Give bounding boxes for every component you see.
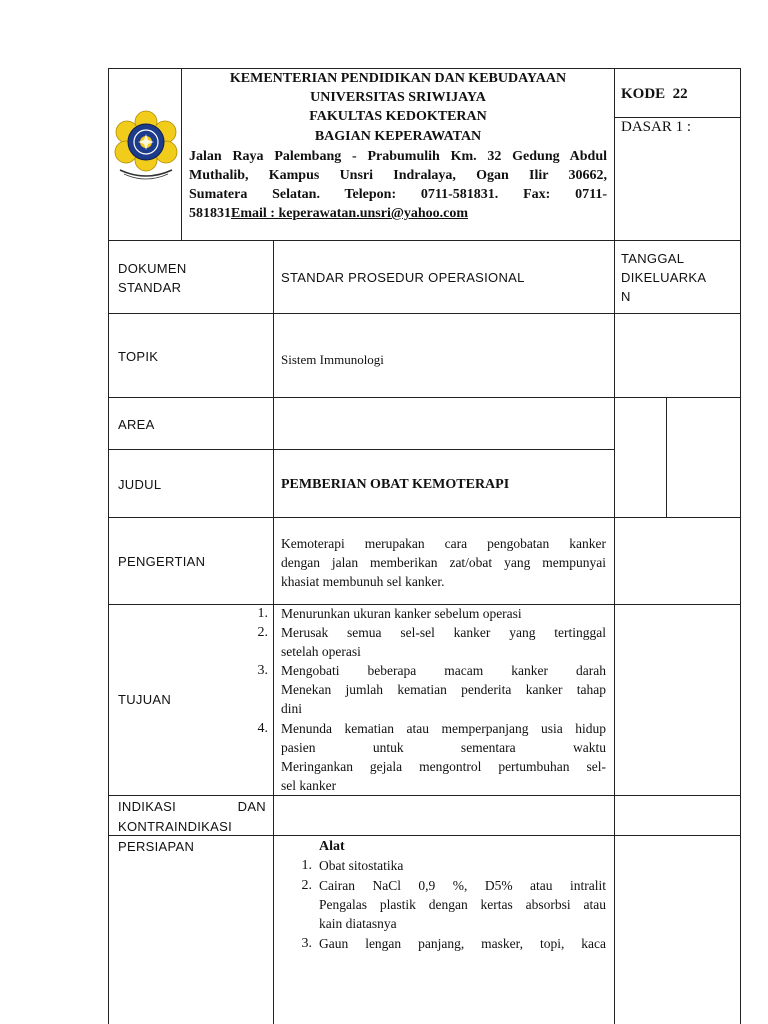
tujuan-number-1: 1.: [257, 606, 268, 621]
header-email-link[interactable]: Email : keperawatan.unsri@yahoo.com: [231, 206, 469, 221]
area-judul-subdivider: [666, 397, 667, 517]
tujuan-line-2: Merusak semua sel-sel kanker yang tertinggal: [281, 625, 606, 640]
header-ministry: KEMENTERIAN PENDIDIKAN DAN KEBUDAYAAN: [229, 71, 567, 86]
persiapan-number-1: 1.: [301, 858, 312, 873]
topik-value: Sistem Immunologi: [281, 352, 384, 367]
tujuan-number-3: 3.: [257, 663, 268, 678]
header-code-divider: [614, 68, 615, 1024]
header-fax-suffix: 581831: [189, 206, 231, 221]
tanggal-label-line-2: DIKELUARKA: [621, 270, 707, 285]
tanggal-label-line-1: TANGGAL: [621, 251, 685, 266]
dokumen-label-line-1: DOKUMEN: [118, 261, 187, 276]
indikasi-label-line-2: KONTRAINDIKASI: [118, 819, 232, 834]
row-line-topik: [108, 397, 741, 398]
kode-label: KODE 22: [621, 86, 688, 102]
tujuan-line-9: Meringankan gejala mengontrol pertumbuhan sel-: [281, 759, 606, 774]
dokumen-label-line-2: STANDAR: [118, 280, 182, 295]
pengertian-label: PENGERTIAN: [118, 554, 206, 569]
header-bottom-line: [108, 240, 741, 241]
persiapan-line-2: Cairan NaCl 0,9 %, D5% atau intralit: [319, 878, 606, 893]
persiapan-label: PERSIAPAN: [118, 839, 195, 854]
judul-label: JUDUL: [118, 477, 162, 492]
tujuan-line-7: Menunda kematian atau memperpanjang usia hidup: [281, 721, 606, 736]
table-border-right: [740, 68, 741, 1024]
indikasi-label-line-1: INDIKASI DAN: [118, 799, 266, 814]
pengertian-line-1: Kemoterapi merupakan cara pengobatan kanker: [281, 536, 606, 551]
header-address-line-4: [189, 204, 607, 223]
persiapan-line-1: Obat sitostatika: [319, 858, 404, 873]
tujuan-label: TUJUAN: [118, 692, 172, 707]
judul-value: PEMBERIAN OBAT KEMOTERAPI: [281, 477, 510, 492]
persiapan-line-5: Gaun lengan panjang, masker, topi, kaca: [319, 936, 606, 951]
tujuan-line-6: dini: [281, 701, 303, 716]
header-logo-divider: [181, 68, 182, 240]
persiapan-line-3: Pengalas plastik dengan kertas absorbsi atau: [319, 897, 606, 912]
label-column-divider: [273, 240, 274, 1024]
header-university: UNIVERSITAS SRIWIJAYA: [310, 90, 486, 105]
tujuan-number-4: 4.: [257, 721, 268, 736]
area-label: AREA: [118, 417, 155, 432]
persiapan-number-3: 3.: [301, 936, 312, 951]
university-seal-icon: [112, 108, 180, 182]
dasar-label: DASAR 1 :: [621, 119, 692, 135]
header-department: BAGIAN KEPERAWATAN: [314, 129, 482, 144]
tujuan-line-10: sel kanker: [281, 778, 337, 793]
dokumen-value: STANDAR PROSEDUR OPERASIONAL: [281, 270, 525, 285]
pengertian-line-3: khasiat membunuh sel kanker.: [281, 574, 445, 589]
table-border-left: [108, 68, 109, 1024]
persiapan-line-4: kain diatasnya: [319, 916, 397, 931]
persiapan-number-2: 2.: [301, 878, 312, 893]
tujuan-line-8: pasien untuk sementara waktu: [281, 740, 606, 755]
tanggal-label-line-3: N: [621, 289, 631, 304]
topik-label: TOPIK: [118, 349, 159, 364]
row-line-dokumen: [108, 313, 741, 314]
tujuan-line-4: Mengobati beberapa macam kanker darah: [281, 663, 606, 678]
row-line-tujuan: [108, 795, 741, 796]
header-address-line-2: Muthalib, Kampus Unsri Indralaya, Ogan Ilir 30662,: [189, 168, 607, 183]
header-faculty: FAKULTAS KEDOKTERAN: [309, 109, 487, 124]
persiapan-heading: Alat: [319, 839, 345, 854]
tujuan-line-1: Menurunkan ukuran kanker sebelum operasi: [281, 606, 522, 621]
header-address-line-3: Sumatera Selatan. Telepon: 0711-581831. Fax: 0711-: [189, 187, 607, 202]
row-line-judul: [108, 517, 741, 518]
tujuan-line-3: setelah operasi: [281, 644, 361, 659]
header-address-line-1: Jalan Raya Palembang - Prabumulih Km. 32 Gedung Abdul: [189, 149, 607, 164]
pengertian-line-2: dengan jalan memberikan zat/obat yang mempunyai: [281, 555, 606, 570]
tujuan-line-5: Menekan jumlah kematian penderita kanker tahap: [281, 682, 606, 697]
tujuan-number-2: 2.: [257, 625, 268, 640]
row-line-area: [108, 449, 615, 450]
